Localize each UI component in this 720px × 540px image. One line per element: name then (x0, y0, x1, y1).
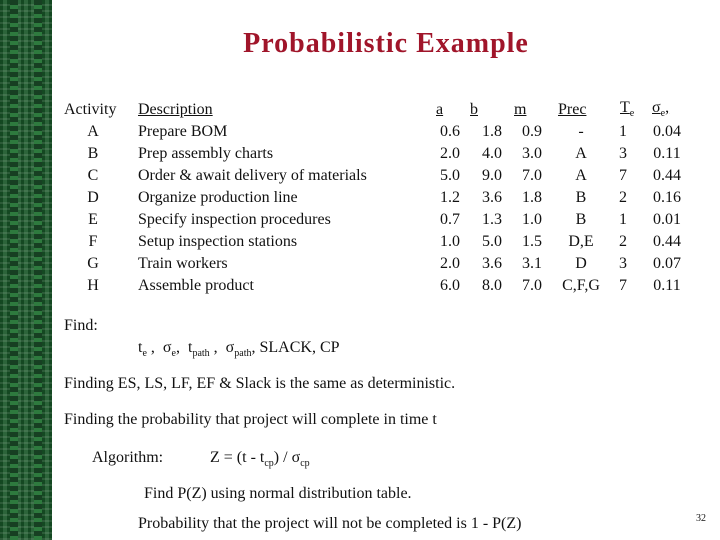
normal-table-note: Find P(Z) using normal distribution table. (144, 485, 412, 502)
cell-b: 3.6 (482, 255, 502, 272)
cell-m: 3.0 (522, 145, 542, 162)
cell-m: 7.0 (522, 277, 542, 294)
cell-a: 6.0 (440, 277, 460, 294)
cell-m: 1.8 (522, 189, 542, 206)
cell-te: 3 (619, 255, 627, 272)
header-m: m (514, 101, 527, 118)
cell-prec: B (575, 211, 587, 228)
header-te-text: T (620, 99, 630, 116)
cell-prec: C,F,G (562, 277, 600, 294)
cell-b: 4.0 (482, 145, 502, 162)
header-sigma-sub: e (660, 108, 666, 120)
algorithm-formula (210, 450, 310, 469)
cell-sigma: 0.04 (653, 123, 681, 140)
cell-te: 1 (619, 211, 627, 228)
cell-b: 5.0 (482, 233, 502, 250)
cell-activity: D (87, 189, 99, 206)
cell-m: 3.1 (522, 255, 542, 272)
formula-start: Z = (t - t (210, 449, 265, 466)
find-te: t (138, 339, 143, 356)
cell-te: 7 (619, 277, 627, 294)
cell-a: 1.0 (440, 233, 460, 250)
cell-activity: H (87, 277, 99, 294)
cell-te: 2 (619, 189, 627, 206)
header-description-text: Description (138, 101, 213, 118)
algorithm-label: Algorithm: (92, 449, 164, 466)
cell-a: 5.0 (440, 167, 460, 184)
cell-description: Setup inspection stations (138, 233, 298, 250)
find-tpath-sub: path (192, 348, 210, 360)
header-sigma-text: σ (652, 99, 661, 116)
cell-b: 1.8 (482, 123, 502, 140)
cell-description: Organize production line (138, 189, 298, 206)
cell-activity: C (87, 167, 99, 184)
cell-activity: F (88, 233, 98, 250)
cell-description: Train workers (138, 255, 228, 272)
cell-m: 7.0 (522, 167, 542, 184)
deterministic-note: Finding ES, LS, LF, EF & Slack is the same as deterministic. (64, 375, 456, 392)
cell-activity: G (87, 255, 99, 272)
find-sigma-sub: e (171, 348, 176, 360)
find-sep2: , t (175, 339, 193, 356)
cell-description: Prepare BOM (138, 123, 228, 140)
header-sigma (652, 100, 669, 119)
cell-te: 1 (619, 123, 627, 140)
cell-a: 1.2 (440, 189, 460, 206)
cell-prec: A (575, 167, 587, 184)
slide-title: Probabilistic Example (243, 28, 529, 59)
find-label: Find: (64, 317, 98, 334)
cell-m: 1.5 (522, 233, 542, 250)
cell-description: Assemble product (138, 277, 254, 294)
find-terms (138, 340, 340, 359)
cell-activity: E (88, 211, 98, 228)
formula-mid: ) / σ (273, 449, 301, 466)
cell-a: 0.7 (440, 211, 460, 228)
sidebar-stripe (34, 0, 42, 540)
cell-prec: D (575, 255, 587, 272)
cell-prec: A (575, 145, 587, 162)
header-b: b (470, 101, 478, 118)
not-completed-note: Probability that the project will not be completed is 1 - P(Z) (138, 515, 522, 532)
header-sigma-tail: , (665, 99, 670, 116)
find-te-sub: e (142, 348, 147, 360)
cell-b: 1.3 (482, 211, 502, 228)
cell-sigma: 0.01 (653, 211, 681, 228)
cell-description: Prep assembly charts (138, 145, 274, 162)
cell-sigma: 0.16 (653, 189, 681, 206)
cell-sigma: 0.44 (653, 167, 681, 184)
header-te-sub: e (629, 108, 635, 120)
find-sep1: , (146, 339, 163, 356)
cell-sigma: 0.11 (653, 145, 681, 162)
cell-prec: - (578, 123, 584, 140)
header-prec: Prec (558, 101, 587, 118)
find-spath-sub: path (234, 348, 252, 360)
cell-te: 3 (619, 145, 627, 162)
probability-note: Finding the probability that project will complete in time t (64, 411, 437, 428)
cell-activity: A (87, 123, 99, 140)
cell-b: 8.0 (482, 277, 502, 294)
cell-b: 9.0 (482, 167, 502, 184)
header-description (138, 102, 426, 118)
page-number: 32 (696, 513, 706, 524)
cell-a: 0.6 (440, 123, 460, 140)
cell-sigma: 0.44 (653, 233, 681, 250)
sidebar-stripe (10, 0, 18, 540)
cell-b: 3.6 (482, 189, 502, 206)
cell-sigma: 0.07 (653, 255, 681, 272)
cell-prec: B (575, 189, 587, 206)
header-te (620, 100, 634, 119)
cell-m: 0.9 (522, 123, 542, 140)
cell-description: Order & await delivery of materials (138, 167, 367, 184)
cell-activity: B (87, 145, 99, 162)
formula-cp1: cp (264, 458, 274, 470)
formula-cp2: cp (300, 458, 310, 470)
cell-description: Specify inspection procedures (138, 211, 331, 228)
header-activity: Activity (64, 101, 117, 118)
header-a: a (436, 101, 444, 118)
cell-a: 2.0 (440, 145, 460, 162)
cell-te: 7 (619, 167, 627, 184)
find-tail: , SLACK, CP (251, 339, 340, 356)
cell-sigma: 0.11 (653, 277, 681, 294)
find-sep3: , σ (209, 339, 235, 356)
decorative-sidebar (0, 0, 52, 540)
cell-a: 2.0 (440, 255, 460, 272)
cell-prec: D,E (568, 233, 594, 250)
cell-te: 2 (619, 233, 627, 250)
cell-m: 1.0 (522, 211, 542, 228)
find-sigma: σ (162, 339, 172, 356)
